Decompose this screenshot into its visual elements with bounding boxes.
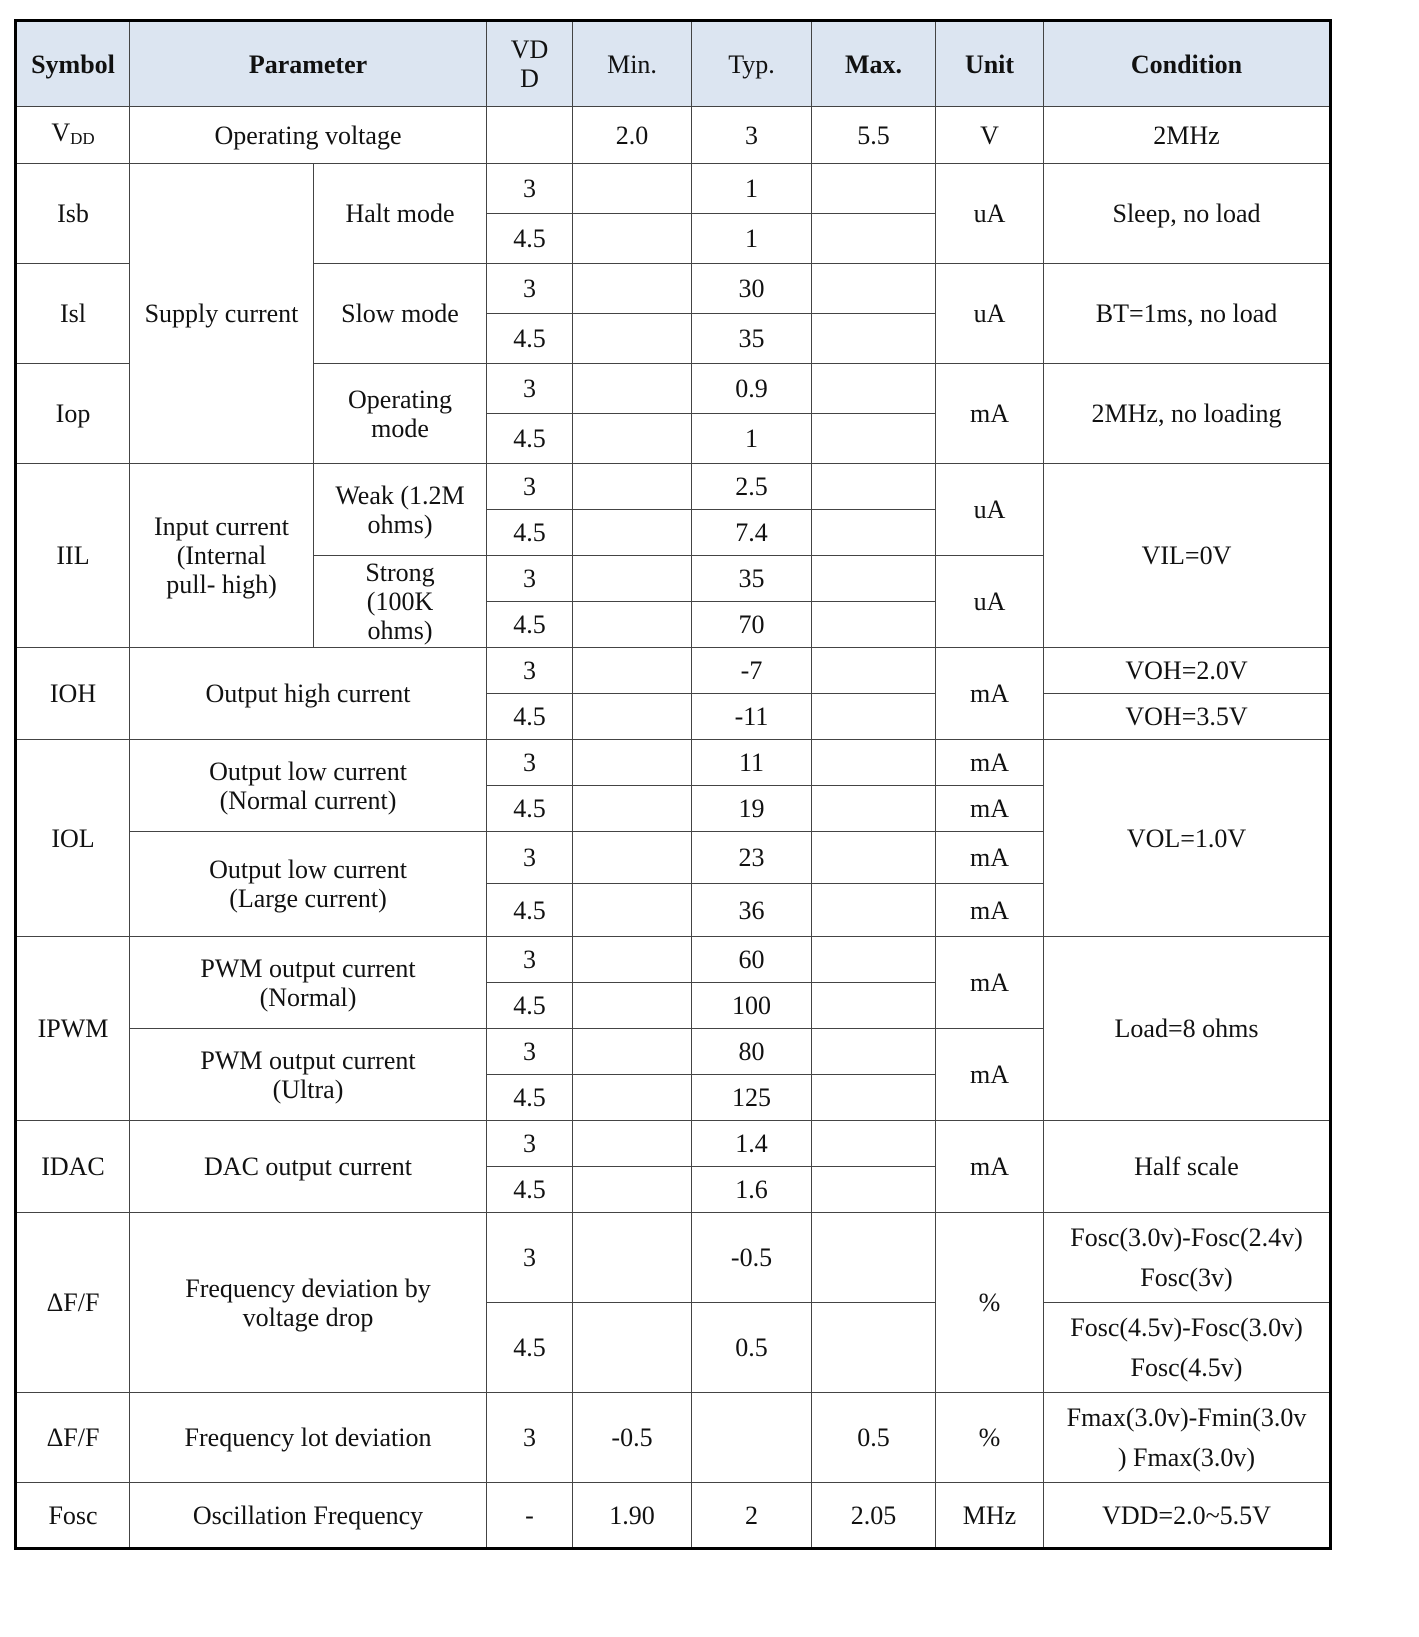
mode-cell: Operating mode [314,364,487,464]
parameter-cell: Output high current [130,648,487,740]
max-cell [812,648,936,694]
unit-cell: mA [936,1029,1044,1121]
electrical-characteristics-table [14,19,1332,1550]
typ-cell: 35 [692,314,812,364]
max-cell [812,1075,936,1121]
typ-cell: 19 [692,786,812,832]
max-cell: 2.05 [812,1483,936,1549]
parameter-cell: Frequency deviation by voltage drop [130,1213,487,1393]
min-cell: -0.5 [573,1393,692,1483]
min-cell [573,364,692,414]
symbol-cell: Iop [16,364,130,464]
max-cell [812,786,936,832]
max-cell: 5.5 [812,107,936,164]
max-cell [812,1303,936,1393]
vdd-cell: 4.5 [487,214,573,264]
min-cell [573,414,692,464]
condition-cell: Fosc(4.5v)-Fosc(3.0v) Fosc(4.5v) [1044,1303,1331,1393]
max-cell [812,314,936,364]
unit-cell: mA [936,832,1044,884]
vdd-cell: 4.5 [487,1075,573,1121]
table-row [16,937,1331,983]
min-cell [573,164,692,214]
min-cell [573,1303,692,1393]
typ-cell: 60 [692,937,812,983]
vdd-cell: 4.5 [487,1303,573,1393]
max-cell: 0.5 [812,1393,936,1483]
typ-cell: 30 [692,264,812,314]
typ-cell: 7.4 [692,510,812,556]
typ-cell: 1.4 [692,1121,812,1167]
condition-cell: Load=8 ohms [1044,937,1331,1121]
table-row [16,464,1331,510]
min-cell [573,1167,692,1213]
mode-cell: Halt mode [314,164,487,264]
vdd-cell: - [487,1483,573,1549]
typ-cell: -11 [692,694,812,740]
symbol-cell: Fosc [16,1483,130,1549]
parameter-cell: DAC output current [130,1121,487,1213]
max-cell [812,694,936,740]
mode-cell: Slow mode [314,264,487,364]
symbol-cell: IIL [16,464,130,648]
vdd-cell: 3 [487,264,573,314]
table-row [16,164,1331,214]
parameter-cell: Oscillation Frequency [130,1483,487,1549]
condition-cell: VOH=3.5V [1044,694,1331,740]
unit-cell: mA [936,364,1044,464]
vdd-cell: 3 [487,1213,573,1303]
vdd-cell: 3 [487,937,573,983]
typ-cell: 0.5 [692,1303,812,1393]
max-cell [812,1167,936,1213]
max-cell [812,264,936,314]
min-cell [573,556,692,602]
min-cell [573,1029,692,1075]
min-cell: 1.90 [573,1483,692,1549]
typ-cell: 1 [692,414,812,464]
max-cell [812,1213,936,1303]
vdd-cell: 3 [487,1029,573,1075]
vdd-cell: 4.5 [487,694,573,740]
table-row [16,1393,1331,1483]
min-cell [573,602,692,648]
min-cell [573,1075,692,1121]
unit-cell: mA [936,740,1044,786]
max-cell [812,983,936,1029]
max-cell [812,414,936,464]
table-row [16,1483,1331,1549]
parameter-cell: PWM output current (Normal) [130,937,487,1029]
typ-cell: 125 [692,1075,812,1121]
typ-cell: 100 [692,983,812,1029]
min-cell [573,464,692,510]
vdd-cell [487,107,573,164]
max-cell [812,464,936,510]
unit-cell: mA [936,884,1044,937]
symbol-cell: Isl [16,264,130,364]
header-condition: Condition [1044,21,1331,107]
max-cell [812,364,936,414]
min-cell [573,648,692,694]
header-row [16,21,1331,107]
typ-cell: 80 [692,1029,812,1075]
min-cell: 2.0 [573,107,692,164]
header-max: Max. [812,21,936,107]
min-cell [573,264,692,314]
condition-cell: VOH=2.0V [1044,648,1331,694]
typ-cell: 3 [692,107,812,164]
min-cell [573,694,692,740]
typ-cell: 36 [692,884,812,937]
vdd-cell: 3 [487,740,573,786]
typ-cell: 23 [692,832,812,884]
vdd-cell: 4.5 [487,314,573,364]
vdd-cell: 3 [487,164,573,214]
table-row [16,740,1331,786]
unit-cell: mA [936,648,1044,740]
vdd-cell: 4.5 [487,602,573,648]
condition-cell: 2MHz, no loading [1044,364,1331,464]
min-cell [573,832,692,884]
vdd-cell: 3 [487,648,573,694]
min-cell [573,937,692,983]
parameter-cell: Input current (Internal pull- high) [130,464,314,648]
typ-cell: -7 [692,648,812,694]
unit-cell: uA [936,556,1044,648]
table-row [16,1213,1331,1303]
condition-cell: Half scale [1044,1121,1331,1213]
parameter-cell: PWM output current (Ultra) [130,1029,487,1121]
symbol-cell: IOL [16,740,130,937]
typ-cell: 1 [692,214,812,264]
header-symbol: Symbol [16,21,130,107]
min-cell [573,786,692,832]
max-cell [812,832,936,884]
symbol-cell: IPWM [16,937,130,1121]
symbol-cell: VDD [16,107,130,164]
min-cell [573,884,692,937]
vdd-cell: 3 [487,464,573,510]
symbol-cell: IOH [16,648,130,740]
max-cell [812,937,936,983]
typ-cell: 1.6 [692,1167,812,1213]
min-cell [573,983,692,1029]
vdd-cell: 4.5 [487,884,573,937]
vdd-cell: 4.5 [487,510,573,556]
max-cell [812,740,936,786]
unit-cell: mA [936,786,1044,832]
unit-cell: % [936,1213,1044,1393]
vdd-cell: 4.5 [487,414,573,464]
typ-cell: -0.5 [692,1213,812,1303]
typ-cell [692,1393,812,1483]
min-cell [573,1121,692,1167]
symbol-cell: Isb [16,164,130,264]
vdd-cell: 3 [487,1121,573,1167]
parameter-cell: Operating voltage [130,107,487,164]
header-typ: Typ. [692,21,812,107]
table-row [16,1121,1331,1167]
parameter-cell: Output low current (Large current) [130,832,487,937]
max-cell [812,1029,936,1075]
condition-cell: Fmax(3.0v)-Fmin(3.0v ) Fmax(3.0v) [1044,1393,1331,1483]
unit-cell: uA [936,164,1044,264]
max-cell [812,556,936,602]
spec-table-container [14,19,1332,1550]
mode-cell: Weak (1.2M ohms) [314,464,487,556]
min-cell [573,740,692,786]
condition-cell: 2MHz [1044,107,1331,164]
condition-cell: VIL=0V [1044,464,1331,648]
min-cell [573,314,692,364]
unit-cell: V [936,107,1044,164]
vdd-cell: 3 [487,364,573,414]
unit-cell: MHz [936,1483,1044,1549]
min-cell [573,510,692,556]
typ-cell: 1 [692,164,812,214]
min-cell [573,214,692,264]
max-cell [812,164,936,214]
unit-cell: mA [936,937,1044,1029]
condition-cell: VOL=1.0V [1044,740,1331,937]
max-cell [812,884,936,937]
unit-cell: mA [936,1121,1044,1213]
typ-cell: 11 [692,740,812,786]
condition-cell: Sleep, no load [1044,164,1331,264]
vdd-cell: 3 [487,556,573,602]
symbol-cell: ΔF/F [16,1393,130,1483]
vdd-cell: 4.5 [487,983,573,1029]
min-cell [573,1213,692,1303]
max-cell [812,1121,936,1167]
typ-cell: 0.9 [692,364,812,414]
vdd-cell: 4.5 [487,786,573,832]
typ-cell: 2 [692,1483,812,1549]
symbol-cell: IDAC [16,1121,130,1213]
typ-cell: 2.5 [692,464,812,510]
header-parameter: Parameter [130,21,487,107]
table-row [16,648,1331,694]
vdd-cell: 4.5 [487,1167,573,1213]
unit-cell: uA [936,264,1044,364]
header-min: Min. [573,21,692,107]
mode-cell: Strong (100K ohms) [314,556,487,648]
typ-cell: 70 [692,602,812,648]
symbol-cell: ΔF/F [16,1213,130,1393]
typ-cell: 35 [692,556,812,602]
vdd-cell: 3 [487,1393,573,1483]
parameter-cell: Output low current (Normal current) [130,740,487,832]
vdd-cell: 3 [487,832,573,884]
header-unit: Unit [936,21,1044,107]
table-row [16,107,1331,164]
condition-cell: VDD=2.0~5.5V [1044,1483,1331,1549]
max-cell [812,510,936,556]
condition-cell: Fosc(3.0v)-Fosc(2.4v) Fosc(3v) [1044,1213,1331,1303]
parameter-cell: Frequency lot deviation [130,1393,487,1483]
max-cell [812,214,936,264]
header-vdd: VD D [487,21,573,107]
max-cell [812,602,936,648]
parameter-cell: Supply current [130,164,314,464]
unit-cell: % [936,1393,1044,1483]
condition-cell: BT=1ms, no load [1044,264,1331,364]
unit-cell: uA [936,464,1044,556]
